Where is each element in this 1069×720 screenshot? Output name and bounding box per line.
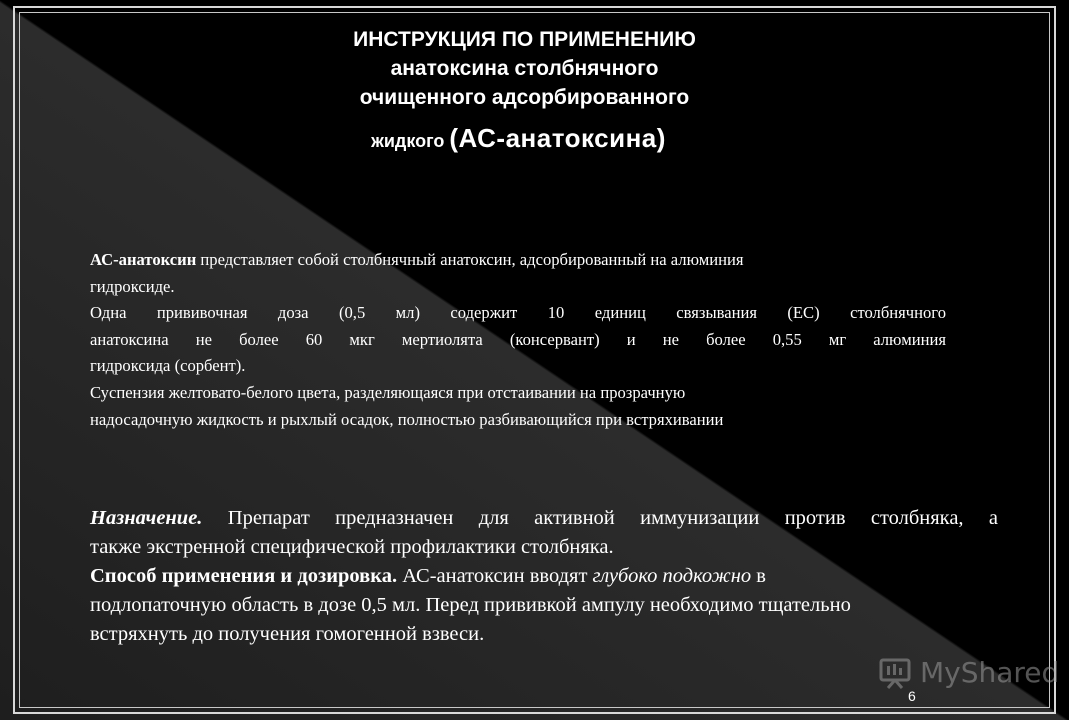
watermark-logo — [876, 654, 1060, 694]
watermark-text: MyShared — [920, 656, 1060, 689]
description-line: Одна прививочная доза (0,5 мл) содержит 10 единиц связывания (ЕС) столбнячного — [90, 303, 946, 323]
usage-line — [90, 504, 998, 533]
description-line: анатоксина не более 60 мкг мертиолята (консервант) и не более 0,55 мг алюминия — [90, 329, 946, 349]
usage-line: встряхнуть до получения гомогенной взвеси. — [90, 623, 485, 645]
usage-line: также экстренной специфической профилактики столбняка. — [90, 536, 614, 558]
method-text-end: в — [751, 565, 766, 587]
description-line — [90, 247, 946, 274]
method-text: АС-анатоксин вводят — [397, 565, 593, 587]
usage-line: подлопаточную область в дозе 0,5 мл. Перед прививкой ампулу необходимо тщательно — [90, 594, 851, 616]
title-line-2: анатоксина столбнячного — [390, 57, 659, 80]
usage-line — [90, 562, 998, 591]
description-line: гидроксида (сорбент). — [90, 356, 246, 376]
method-label: Способ применения и дозировка. — [90, 565, 398, 587]
title-line-3: очищенного адсорбированного — [359, 86, 690, 109]
presentation-screen-icon — [878, 656, 912, 690]
description-block — [90, 247, 946, 433]
title-line-4-big: (АС-анатоксина) — [449, 123, 666, 153]
purpose-text: Препарат предназначен для активной иммунизации против столбняка, а — [202, 507, 998, 529]
title-line-1: ИНСТРУКЦИЯ ПО ПРИМЕНЕНИЮ — [353, 28, 696, 51]
usage-block — [90, 504, 998, 649]
description-text: представляет собой столбнячный анатоксин, адсорбированный на алюминия — [196, 250, 744, 269]
description-line: надосадочную жидкость и рыхлый осадок, полностью разбивающийся при встряхивании — [90, 409, 724, 429]
title-line-4-small: жидкого — [371, 131, 450, 151]
description-line: гидроксиде. — [90, 276, 175, 296]
description-line: Суспензия желтовато-белого цвета, разделяющаяся при отстаивании на прозрачную — [90, 382, 686, 402]
title-line-4 — [0, 123, 1053, 154]
page-number: 6 — [908, 688, 916, 704]
method-italic: глубоко подкожно — [592, 565, 752, 587]
description-term: АС-анатоксин — [90, 250, 197, 269]
purpose-label: Назначение. — [90, 507, 203, 529]
